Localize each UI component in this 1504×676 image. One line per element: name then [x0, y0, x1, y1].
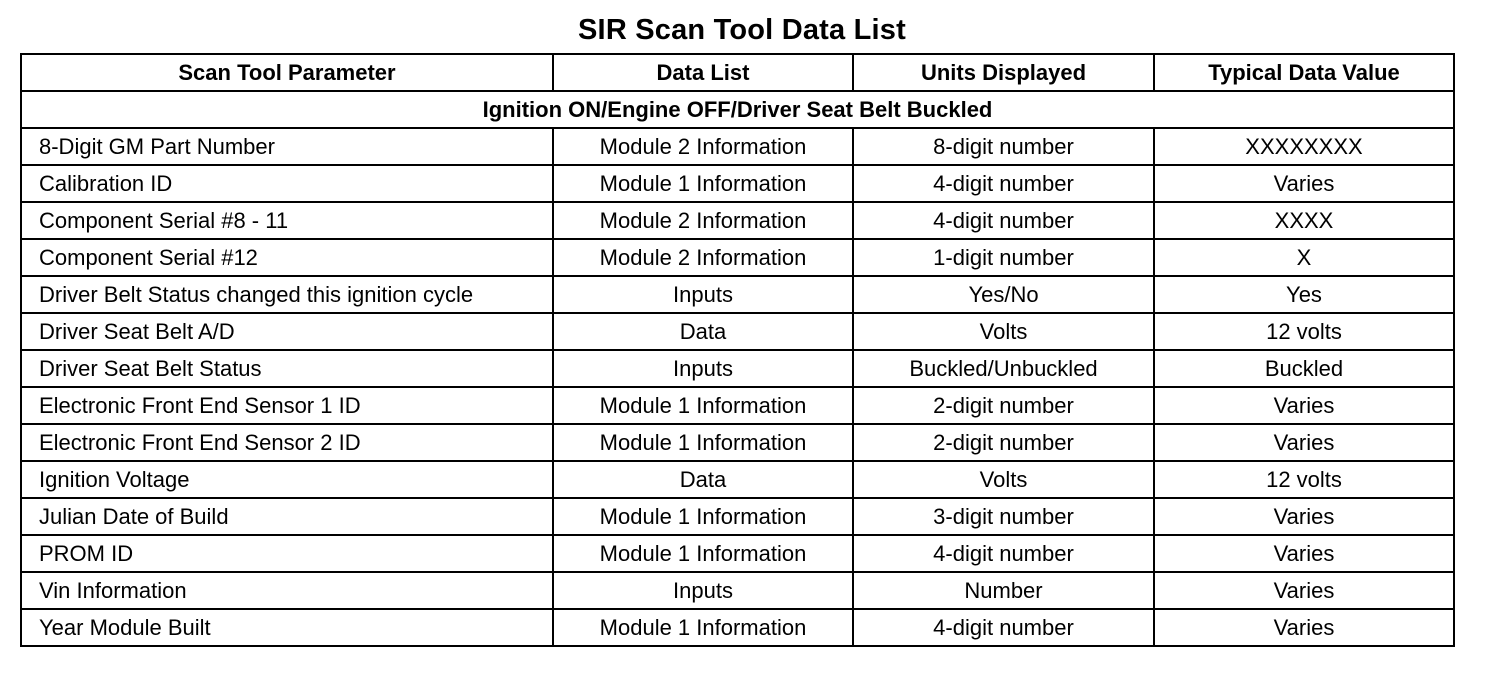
table-row — [21, 461, 1454, 498]
cell-typical-value: Buckled — [1154, 350, 1454, 387]
cell-data-list: Module 2 Information — [553, 239, 853, 276]
cell-typical-value: 12 volts — [1154, 461, 1454, 498]
cell-data-list: Module 1 Information — [553, 424, 853, 461]
table-row — [21, 535, 1454, 572]
cell-typical-value: Varies — [1154, 424, 1454, 461]
cell-parameter: Component Serial #8 - 11 — [21, 202, 553, 239]
cell-units-displayed: Yes/No — [853, 276, 1154, 313]
table-row — [21, 128, 1454, 165]
cell-units-displayed: 3-digit number — [853, 498, 1154, 535]
table-row — [21, 202, 1454, 239]
table-row — [21, 498, 1454, 535]
header-units-displayed: Units Displayed — [853, 54, 1154, 91]
table-row — [21, 276, 1454, 313]
table-row — [21, 313, 1454, 350]
cell-data-list: Module 1 Information — [553, 535, 853, 572]
table-row — [21, 609, 1454, 646]
header-row — [21, 54, 1454, 91]
cell-typical-value: XXXXXXXX — [1154, 128, 1454, 165]
table-row — [21, 387, 1454, 424]
table-row — [21, 165, 1454, 202]
cell-typical-value: Varies — [1154, 609, 1454, 646]
cell-units-displayed: Volts — [853, 461, 1154, 498]
cell-data-list: Module 1 Information — [553, 609, 853, 646]
cell-parameter: 8-Digit GM Part Number — [21, 128, 553, 165]
cell-typical-value: Varies — [1154, 165, 1454, 202]
cell-units-displayed: Buckled/Unbuckled — [853, 350, 1154, 387]
cell-typical-value: Yes — [1154, 276, 1454, 313]
cell-parameter: Vin Information — [21, 572, 553, 609]
cell-parameter: Year Module Built — [21, 609, 553, 646]
cell-data-list: Inputs — [553, 350, 853, 387]
cell-parameter: Driver Belt Status changed this ignition cycle — [21, 276, 553, 313]
cell-typical-value: Varies — [1154, 498, 1454, 535]
cell-data-list: Module 1 Information — [553, 387, 853, 424]
cell-data-list: Inputs — [553, 572, 853, 609]
cell-units-displayed: 2-digit number — [853, 387, 1154, 424]
cell-parameter: Ignition Voltage — [21, 461, 553, 498]
cell-units-displayed: 4-digit number — [853, 535, 1154, 572]
cell-data-list: Module 2 Information — [553, 128, 853, 165]
cell-units-displayed: Number — [853, 572, 1154, 609]
cell-typical-value: Varies — [1154, 572, 1454, 609]
cell-parameter: Driver Seat Belt A/D — [21, 313, 553, 350]
cell-parameter: Julian Date of Build — [21, 498, 553, 535]
header-scan-tool-parameter: Scan Tool Parameter — [21, 54, 553, 91]
cell-data-list: Module 1 Information — [553, 498, 853, 535]
cell-parameter: Electronic Front End Sensor 1 ID — [21, 387, 553, 424]
cell-units-displayed: Volts — [853, 313, 1154, 350]
cell-data-list: Data — [553, 313, 853, 350]
table-row — [21, 350, 1454, 387]
section-label: Ignition ON/Engine OFF/Driver Seat Belt Buckled — [21, 91, 1454, 128]
cell-typical-value: XXXX — [1154, 202, 1454, 239]
cell-units-displayed: 4-digit number — [853, 609, 1154, 646]
section-row — [21, 91, 1454, 128]
cell-units-displayed: 8-digit number — [853, 128, 1154, 165]
cell-units-displayed: 4-digit number — [853, 165, 1154, 202]
cell-typical-value: X — [1154, 239, 1454, 276]
cell-typical-value: 12 volts — [1154, 313, 1454, 350]
cell-parameter: Calibration ID — [21, 165, 553, 202]
cell-typical-value: Varies — [1154, 387, 1454, 424]
cell-data-list: Module 2 Information — [553, 202, 853, 239]
table-row — [21, 572, 1454, 609]
cell-units-displayed: 4-digit number — [853, 202, 1154, 239]
cell-units-displayed: 1-digit number — [853, 239, 1154, 276]
cell-parameter: Electronic Front End Sensor 2 ID — [21, 424, 553, 461]
header-typical-data-value: Typical Data Value — [1154, 54, 1454, 91]
cell-data-list: Inputs — [553, 276, 853, 313]
cell-data-list: Data — [553, 461, 853, 498]
cell-parameter: Driver Seat Belt Status — [21, 350, 553, 387]
table-row — [21, 424, 1454, 461]
cell-data-list: Module 1 Information — [553, 165, 853, 202]
cell-units-displayed: 2-digit number — [853, 424, 1154, 461]
data-list-table — [20, 53, 1455, 647]
table-row — [21, 239, 1454, 276]
cell-parameter: Component Serial #12 — [21, 239, 553, 276]
header-data-list: Data List — [553, 54, 853, 91]
cell-parameter: PROM ID — [21, 535, 553, 572]
cell-typical-value: Varies — [1154, 535, 1454, 572]
page-title: SIR Scan Tool Data List — [578, 14, 906, 46]
